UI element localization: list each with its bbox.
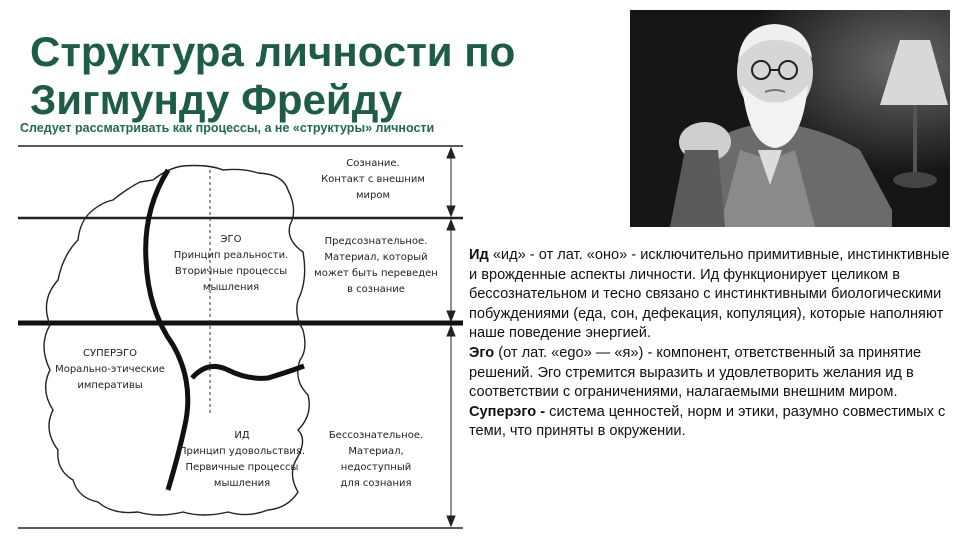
ego-description [469, 344, 954, 403]
page-title: Структура личности по Зигмунду Фрейду [30, 28, 516, 123]
superego-description [469, 403, 954, 442]
level-label-unconscious [329, 430, 423, 489]
id-description [469, 246, 954, 344]
ego-id-boundary-curve [192, 366, 304, 378]
svg-text:Принцип удовольствия.: Принцип удовольствия. [178, 446, 306, 457]
svg-text:Материал,: Материал, [348, 446, 404, 457]
svg-text:Морально-этические: Морально-этические [55, 364, 165, 375]
level-arrow-conscious [447, 148, 455, 216]
ego-label [174, 234, 289, 293]
ego-definition: (от лат. «ego» — «я») - компонент, ответственный за принятие решений. Эго стремится выразить и удовлетворить желания ид в соответствии с ограничениями, налагаемыми внешним миром. [469, 344, 922, 401]
level-arrow-preconscious [447, 220, 455, 321]
superego-term: Суперэго - [469, 403, 546, 420]
portrait-photo [630, 10, 950, 227]
id-definition: «ид» - от лат. «оно» - исключительно примитивные, инстинктивные и врожденные аспекты личности. Ид функционирует целиком в бессознательном и тесно связано с инстинктивными биологическими побуждениями (еда, сон, дефекация, копуляция), которые наполняют наше поведение энергией. [469, 247, 950, 342]
superego-definition: система ценностей, норм и этики, разумно совместимых с теми, что приняты в окружении. [469, 403, 946, 440]
superego-label [55, 348, 165, 391]
ego-term: Эго [469, 344, 495, 361]
svg-text:ЭГО: ЭГО [220, 234, 242, 245]
svg-text:недоступный: недоступный [340, 462, 412, 473]
svg-text:СУПЕРЭГО: СУПЕРЭГО [83, 348, 137, 359]
level-label-conscious [321, 158, 425, 201]
svg-text:Вторичные процессы: Вторичные процессы [174, 266, 288, 277]
svg-text:может быть переведен: может быть переведен [314, 268, 438, 279]
svg-text:в сознание: в сознание [347, 284, 405, 295]
svg-text:для сознания: для сознания [340, 478, 412, 489]
svg-text:Контакт с внешним: Контакт с внешним [321, 174, 425, 185]
page-subtitle: Следует рассматривать как процессы, а не «структуры» личности [20, 121, 435, 135]
svg-text:ИД: ИД [234, 430, 250, 441]
svg-text:Первичные процессы: Первичные процессы [185, 462, 299, 473]
svg-text:Предсознательное.: Предсознательное. [324, 236, 428, 247]
svg-text:мышления: мышления [213, 478, 271, 489]
svg-text:Принцип реальности.: Принцип реальности. [173, 250, 289, 261]
svg-text:Бессознательное.: Бессознательное. [328, 430, 424, 441]
id-label [179, 430, 305, 489]
id-term: Ид [469, 247, 489, 263]
svg-text:миром: миром [355, 190, 391, 201]
description-text [469, 246, 954, 442]
svg-text:мышления: мышления [202, 282, 260, 293]
svg-text:Материал, который: Материал, который [324, 252, 428, 263]
personality-structure-diagram [18, 140, 463, 535]
level-label-preconscious [314, 236, 438, 295]
svg-text:Сознание.: Сознание. [346, 158, 400, 169]
level-arrow-unconscious [447, 326, 455, 526]
svg-text:императивы: императивы [77, 380, 143, 391]
